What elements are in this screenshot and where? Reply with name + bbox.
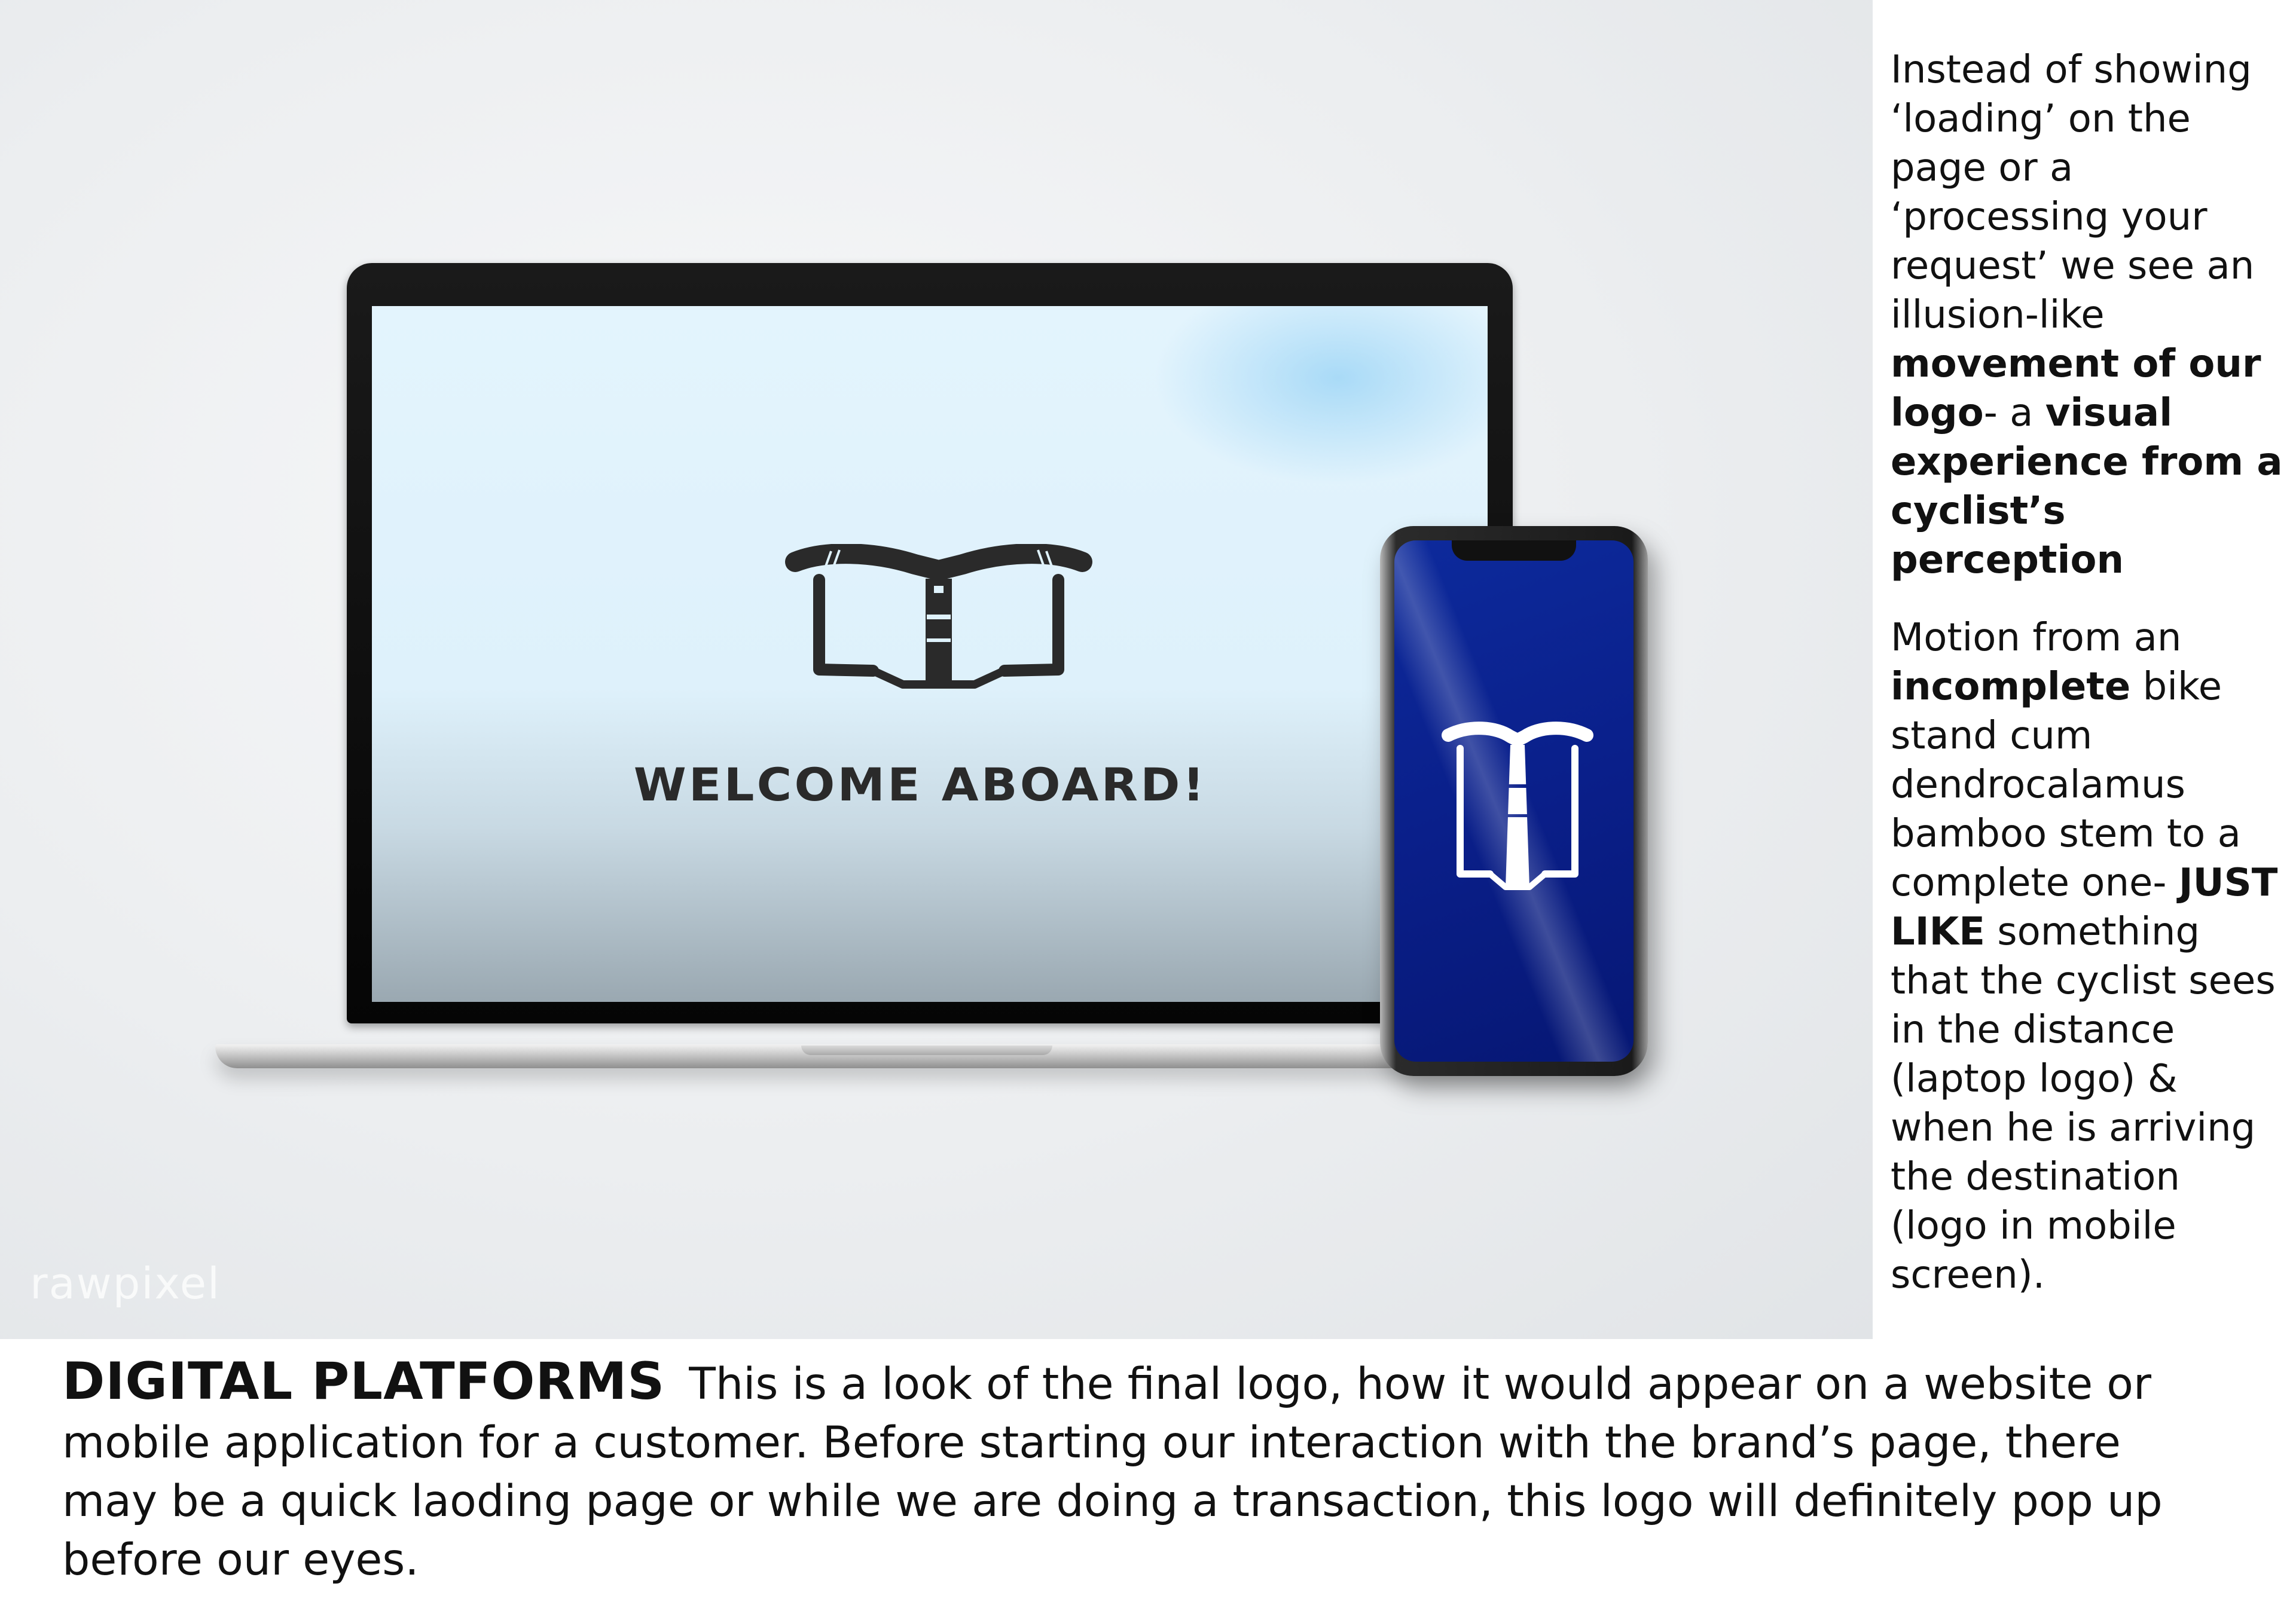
- sidebar-p2-mid: bike stand cum dendrocalamus bamboo stem to a complete one-: [1891, 665, 2241, 905]
- phone-glare: [1394, 540, 1634, 1062]
- screen-glare: [1153, 306, 1488, 485]
- sidebar-description: [1891, 45, 2285, 1300]
- sidebar-p1-bold-2: visual experience from a cyclist’s perception: [1891, 391, 2283, 582]
- caption-body: This is a look of the final logo, how it would appear on a website or mobile application for a customer. Before starting our interaction with the brand’s page, there may be a quick laoding page or while we are doing a transaction, this logo will definitely pop up before our eyes.: [62, 1359, 2163, 1585]
- sidebar-p2-lead: Motion from an: [1891, 616, 2182, 660]
- sidebar-p2-bold-2: JUST LIKE: [1891, 861, 2278, 954]
- laptop: [347, 263, 1513, 1023]
- sidebar-p1-bold-1: movement of our logo: [1891, 342, 2261, 435]
- phone-screen: [1394, 540, 1634, 1062]
- section-heading: DIGITAL PLATFORMS: [62, 1352, 665, 1411]
- brand-logo-icon: [783, 544, 1094, 693]
- caption: [62, 1352, 2179, 1590]
- sidebar-p1-mid: - a: [1983, 391, 2034, 435]
- sidebar-p2-bold-1: incomplete: [1891, 665, 2131, 709]
- sidebar-p2-tail: something that the cyclist sees in the distance (laptop logo) & when he is arriving the destination (logo in mobile screen).: [1891, 910, 2276, 1297]
- laptop-screen: [372, 306, 1488, 1002]
- phone: [1380, 526, 1648, 1076]
- sidebar-paragraph-1: [1891, 45, 2285, 585]
- welcome-message: WELCOME ABOARD!: [633, 758, 1207, 811]
- sidebar-p1-intro: Instead of showing ‘loading’ on the page or a ‘processing your request’ we see an illusion-like: [1891, 48, 2255, 337]
- watermark: rawpixel: [30, 1258, 221, 1309]
- laptop-opening-notch: [801, 1046, 1052, 1055]
- phone-notch: [1452, 540, 1576, 561]
- sidebar-paragraph-2: [1891, 613, 2285, 1300]
